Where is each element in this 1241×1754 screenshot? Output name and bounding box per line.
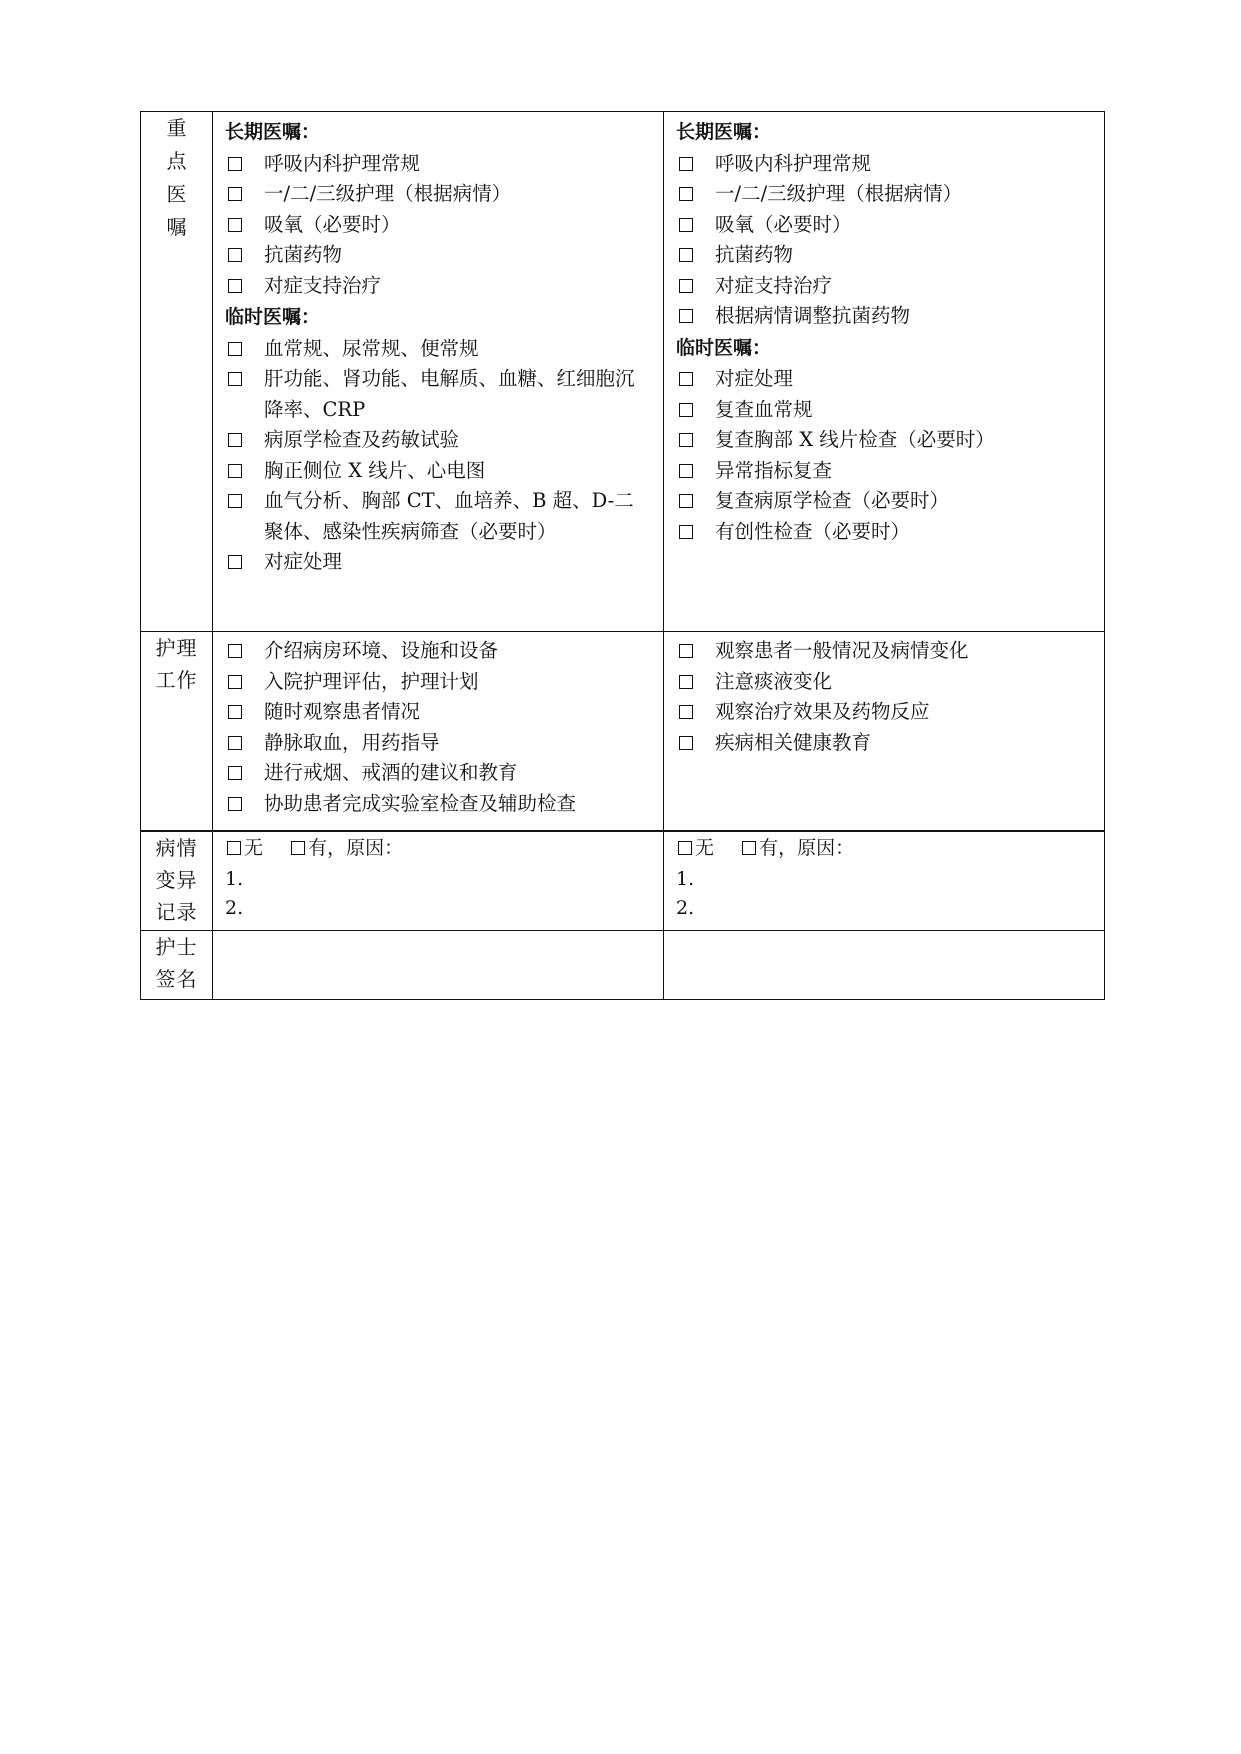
order-item[interactable]: 复查胸部 X 线片检查（必要时） bbox=[676, 425, 1094, 456]
variance-line-1[interactable]: 1. bbox=[225, 867, 244, 890]
checkbox[interactable] bbox=[679, 218, 693, 232]
checkbox[interactable] bbox=[228, 797, 242, 811]
nurse-signature-row bbox=[141, 931, 1105, 1000]
checkbox[interactable] bbox=[228, 705, 242, 719]
order-item[interactable]: 胸正侧位 X 线片、心电图 bbox=[225, 456, 653, 487]
order-item[interactable]: 抗菌药物 bbox=[676, 240, 1094, 271]
order-item[interactable]: 呼吸内科护理常规 bbox=[676, 149, 1094, 180]
variance-line-2[interactable]: 2. bbox=[225, 897, 244, 920]
nursing-item[interactable]: 注意痰液变化 bbox=[676, 667, 1094, 698]
nursing-item[interactable]: 介绍病房环境、设施和设备 bbox=[225, 636, 653, 667]
day2-nursing-cell bbox=[664, 632, 1105, 831]
order-item[interactable]: 对症处理 bbox=[225, 547, 653, 578]
nursing-work-row bbox=[141, 632, 1105, 831]
variance-record-row bbox=[141, 831, 1105, 931]
checkbox[interactable] bbox=[679, 736, 693, 750]
variance-no-option[interactable]: 无 bbox=[225, 834, 263, 864]
checkbox[interactable] bbox=[679, 644, 693, 658]
checkbox[interactable] bbox=[228, 675, 242, 689]
checkbox[interactable] bbox=[228, 218, 242, 232]
day1-variance-cell bbox=[213, 831, 664, 931]
variance-label: 病情 变异 记录 bbox=[155, 835, 198, 924]
nursing-item[interactable]: 协助患者完成实验室检查及辅助检查 bbox=[225, 789, 653, 820]
checkbox[interactable] bbox=[678, 841, 692, 855]
order-item[interactable]: 复查病原学检查（必要时） bbox=[676, 486, 1094, 517]
order-item[interactable]: 一/二/三级护理（根据病情） bbox=[225, 179, 653, 210]
checkbox[interactable] bbox=[228, 187, 242, 201]
checkbox[interactable] bbox=[228, 279, 242, 293]
order-item[interactable]: 对症支持治疗 bbox=[676, 271, 1094, 302]
checkbox[interactable] bbox=[679, 309, 693, 323]
long-term-orders-heading: 长期医嘱： bbox=[676, 121, 772, 143]
signature-label: 护士 签名 bbox=[155, 935, 198, 991]
checkbox[interactable] bbox=[679, 705, 693, 719]
order-item[interactable]: 根据病情调整抗菌药物 bbox=[676, 301, 1094, 332]
key-orders-row bbox=[141, 112, 1105, 632]
nursing-item[interactable]: 随时观察患者情况 bbox=[225, 697, 653, 728]
variance-no-option[interactable]: 无 bbox=[676, 834, 714, 864]
nursing-item[interactable]: 入院护理评估，护理计划 bbox=[225, 667, 653, 698]
checkbox[interactable] bbox=[228, 248, 242, 262]
nursing-item[interactable]: 观察治疗效果及药物反应 bbox=[676, 697, 1094, 728]
day1-nursing-cell bbox=[213, 632, 664, 831]
checkbox[interactable] bbox=[679, 279, 693, 293]
checkbox[interactable] bbox=[228, 644, 242, 658]
checkbox[interactable] bbox=[228, 464, 242, 478]
temporary-orders-heading: 临时医嘱： bbox=[676, 336, 772, 359]
order-item[interactable]: 有创性检查（必要时） bbox=[676, 517, 1094, 548]
signature-label-cell bbox=[141, 931, 213, 1000]
checkbox[interactable] bbox=[679, 157, 693, 171]
checkbox[interactable] bbox=[228, 494, 242, 508]
checkbox[interactable] bbox=[679, 494, 693, 508]
checkbox[interactable] bbox=[679, 525, 693, 539]
nursing-item[interactable]: 进行戒烟、戒酒的建议和教育 bbox=[225, 758, 653, 789]
checkbox[interactable] bbox=[742, 841, 756, 855]
checkbox[interactable] bbox=[291, 841, 305, 855]
long-term-orders-heading: 长期医嘱： bbox=[225, 121, 321, 143]
key-orders-label-cell bbox=[141, 112, 213, 632]
checkbox[interactable] bbox=[679, 675, 693, 689]
checkbox[interactable] bbox=[228, 342, 242, 356]
day2-orders-cell bbox=[664, 112, 1105, 632]
variance-options bbox=[225, 834, 653, 865]
nursing-work-label: 护理 工作 bbox=[155, 636, 198, 692]
day1-signature-field[interactable] bbox=[213, 931, 664, 1000]
checkbox[interactable] bbox=[228, 157, 242, 171]
order-item[interactable]: 一/二/三级护理（根据病情） bbox=[676, 179, 1094, 210]
checkbox[interactable] bbox=[228, 766, 242, 780]
checkbox[interactable] bbox=[679, 433, 693, 447]
variance-options bbox=[676, 834, 1094, 865]
checkbox[interactable] bbox=[679, 464, 693, 478]
order-item[interactable]: 对症处理 bbox=[676, 364, 1094, 395]
variance-yes-option[interactable]: 有，原因： bbox=[289, 834, 403, 864]
order-item[interactable]: 复查血常规 bbox=[676, 395, 1094, 426]
day1-orders-cell bbox=[213, 112, 664, 632]
checkbox[interactable] bbox=[227, 841, 241, 855]
checkbox[interactable] bbox=[679, 248, 693, 262]
nursing-item[interactable]: 静脉取血，用药指导 bbox=[225, 728, 653, 759]
variance-line-1[interactable]: 1. bbox=[676, 867, 695, 890]
checkbox[interactable] bbox=[228, 736, 242, 750]
order-item[interactable]: 病原学检查及药敏试验 bbox=[225, 425, 653, 456]
day2-signature-field[interactable] bbox=[664, 931, 1105, 1000]
variance-label-cell bbox=[141, 831, 213, 931]
order-item[interactable]: 吸氧（必要时） bbox=[676, 210, 1094, 241]
temporary-orders-heading: 临时医嘱： bbox=[225, 306, 321, 328]
nursing-work-label-cell bbox=[141, 632, 213, 831]
nursing-item[interactable]: 疾病相关健康教育 bbox=[676, 728, 1094, 759]
checkbox[interactable] bbox=[228, 372, 242, 386]
checkbox[interactable] bbox=[679, 187, 693, 201]
checkbox[interactable] bbox=[228, 555, 242, 569]
day2-variance-cell bbox=[664, 831, 1105, 931]
checkbox[interactable] bbox=[228, 433, 242, 447]
checkbox[interactable] bbox=[679, 372, 693, 386]
order-item[interactable]: 对症支持治疗 bbox=[225, 271, 653, 302]
clinical-pathway-table bbox=[140, 111, 1105, 1000]
order-item[interactable]: 抗菌药物 bbox=[225, 240, 653, 271]
nursing-item[interactable]: 观察患者一般情况及病情变化 bbox=[676, 636, 1094, 667]
variance-line-2[interactable]: 2. bbox=[676, 897, 695, 920]
checkbox[interactable] bbox=[679, 403, 693, 417]
order-item[interactable]: 血常规、尿常规、便常规 bbox=[225, 334, 653, 365]
order-item[interactable]: 血气分析、胸部 CT、血培养、B 超、D-二聚体、感染性疾病筛查（必要时） bbox=[225, 486, 653, 547]
order-item[interactable]: 吸氧（必要时） bbox=[225, 210, 653, 241]
key-orders-label: 重 点 医 嘱 bbox=[166, 116, 187, 239]
variance-yes-option[interactable]: 有，原因： bbox=[740, 834, 854, 864]
order-item[interactable]: 肝功能、肾功能、电解质、血糖、红细胞沉降率、CRP bbox=[225, 364, 653, 425]
order-item[interactable]: 呼吸内科护理常规 bbox=[225, 149, 653, 180]
order-item[interactable]: 异常指标复查 bbox=[676, 456, 1094, 487]
